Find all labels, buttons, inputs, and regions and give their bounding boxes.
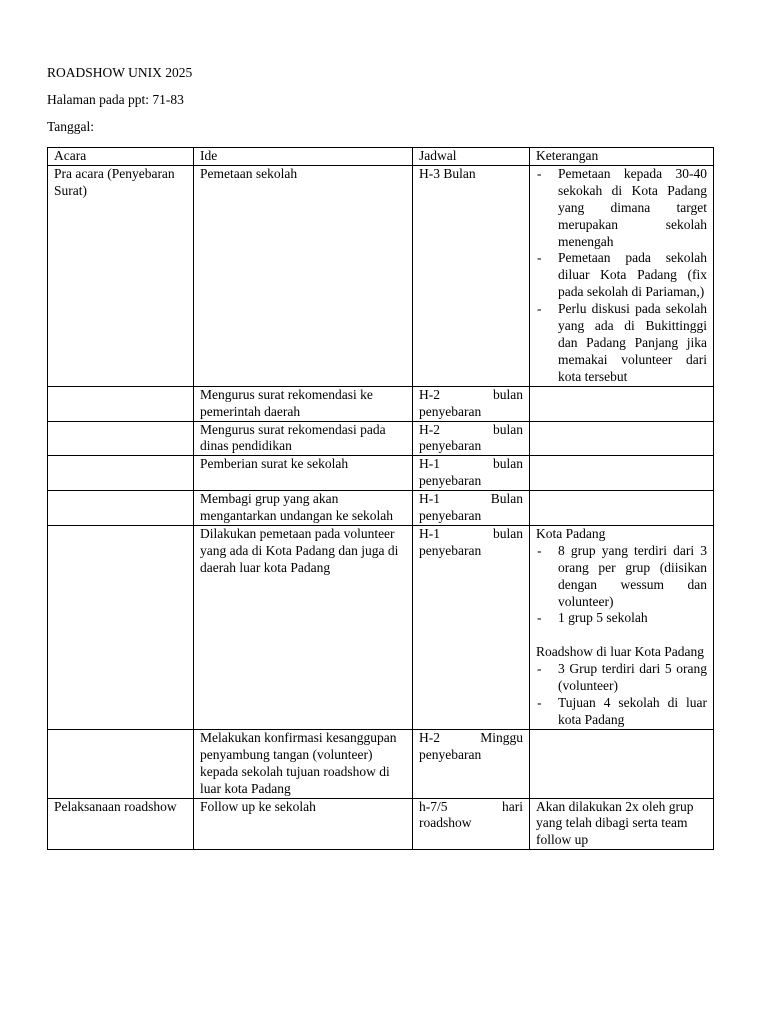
- list-item: - 1 grup 5 sekolah: [536, 610, 707, 627]
- list-item: - Pemetaan pada sekolah diluar Kota Padang (fix pada sekolah di Pariaman,): [536, 250, 707, 301]
- ide-cell: Membagi grup yang akan mengantarkan undangan ke sekolah: [194, 491, 413, 526]
- jadwal-cell: [413, 456, 530, 491]
- jadwal-cell: [413, 421, 530, 456]
- table-row: [48, 386, 714, 421]
- jadwal-time: H-2: [419, 729, 440, 745]
- jadwal-time: H-1: [419, 525, 440, 541]
- ide-cell: Pemberian surat ke sekolah: [194, 456, 413, 491]
- header-keterangan: Keterangan: [530, 148, 714, 166]
- jadwal-cell: [413, 386, 530, 421]
- keterangan-cell: Akan dilakukan 2x oleh grup yang telah dibagi serta team follow up: [530, 798, 714, 850]
- ide-cell: Follow up ke sekolah: [194, 798, 413, 850]
- jadwal-unit: Minggu: [480, 729, 523, 745]
- jadwal-unit: bulan: [493, 525, 523, 541]
- keterangan-list: [536, 543, 707, 628]
- keterangan-list: [536, 166, 707, 386]
- keterangan-cell: [530, 491, 714, 526]
- header-jadwal: Jadwal: [413, 148, 530, 166]
- jadwal-unit: hari: [502, 798, 523, 814]
- jadwal-cell: [413, 525, 530, 729]
- jadwal-phase: penyebaran: [419, 746, 482, 762]
- table-header-row: [48, 148, 714, 166]
- keterangan-cell: [530, 525, 714, 729]
- acara-cell: [48, 491, 194, 526]
- list-item: - Tujuan 4 sekolah di luar kota Padang: [536, 695, 707, 729]
- list-item: - Pemetaan kepada 30-40 sekokah di Kota Padang yang dimana target merupakan sekolah menengah: [536, 166, 707, 251]
- ide-cell: Mengurus surat rekomendasi ke pemerintah daerah: [194, 386, 413, 421]
- keterangan-cell: [530, 386, 714, 421]
- keterangan-cell: [530, 729, 714, 798]
- acara-cell: [48, 421, 194, 456]
- header-acara: Acara: [48, 148, 194, 166]
- acara-cell: Pra acara (Penyebaran Surat): [48, 165, 194, 386]
- keterangan-cell: [530, 456, 714, 491]
- acara-cell: [48, 525, 194, 729]
- jadwal-phase: penyebaran: [419, 542, 482, 558]
- jadwal-time: H-2: [419, 386, 440, 402]
- jadwal-time: H-1: [419, 456, 440, 472]
- list-item: - Perlu diskusi pada sekolah yang ada di Bukittinggi dan Padang Panjang jika memakai volunteer dari kota tersebut: [536, 301, 707, 386]
- table-row: [48, 798, 714, 850]
- jadwal-phase: penyebaran: [419, 473, 482, 489]
- keterangan-heading: Kota Padang: [536, 525, 606, 541]
- date-label: Tanggal:: [47, 119, 95, 134]
- table-row: [48, 165, 714, 386]
- table-row: [48, 729, 714, 798]
- jadwal-cell: H-3 Bulan: [413, 165, 530, 386]
- jadwal-unit: bulan: [493, 421, 523, 437]
- keterangan-cell: [530, 165, 714, 386]
- ppt-pages-line: Halaman pada ppt: 71-83: [47, 92, 184, 107]
- keterangan-heading: Roadshow di luar Kota Padang: [536, 644, 704, 660]
- jadwal-unit: bulan: [493, 386, 523, 402]
- ide-cell: Melakukan konfirmasi kesanggupan penyambung tangan (volunteer) kepada sekolah tujuan roadshow di luar kota Padang: [194, 729, 413, 798]
- jadwal-cell: [413, 798, 530, 850]
- list-item: - 3 Grup terdiri dari 5 orang (volunteer): [536, 661, 707, 695]
- table-row: [48, 421, 714, 456]
- ide-cell: Pemetaan sekolah: [194, 165, 413, 386]
- header-ide: Ide: [194, 148, 413, 166]
- list-item: - 8 grup yang terdiri dari 3 orang per grup (diisikan dengan wessum dan volunteer): [536, 543, 707, 611]
- jadwal-time: H-2: [419, 421, 440, 437]
- roadshow-table: [47, 147, 714, 850]
- document-title: ROADSHOW UNIX 2025: [47, 65, 193, 80]
- keterangan-cell: [530, 421, 714, 456]
- jadwal-phase: penyebaran: [419, 508, 482, 524]
- jadwal-phase: penyebaran: [419, 403, 482, 419]
- table-row: [48, 491, 714, 526]
- jadwal-phase: penyebaran: [419, 438, 482, 454]
- jadwal-phase: roadshow: [419, 815, 472, 831]
- jadwal-cell: [413, 491, 530, 526]
- table-row: [48, 456, 714, 491]
- acara-cell: [48, 456, 194, 491]
- jadwal-cell: [413, 729, 530, 798]
- acara-cell: Pelaksanaan roadshow: [48, 798, 194, 850]
- ide-cell: Dilakukan pemetaan pada volunteer yang ada di Kota Padang dan juga di daerah luar kota Padang: [194, 525, 413, 729]
- acara-cell: [48, 729, 194, 798]
- jadwal-unit: bulan: [493, 456, 523, 472]
- acara-cell: [48, 386, 194, 421]
- jadwal-time: H-1: [419, 491, 440, 507]
- jadwal-time: h-7/5: [419, 798, 448, 814]
- keterangan-list: [536, 661, 707, 729]
- jadwal-unit: Bulan: [490, 491, 523, 507]
- ide-cell: Mengurus surat rekomendasi pada dinas pendidikan: [194, 421, 413, 456]
- table-row: [48, 525, 714, 729]
